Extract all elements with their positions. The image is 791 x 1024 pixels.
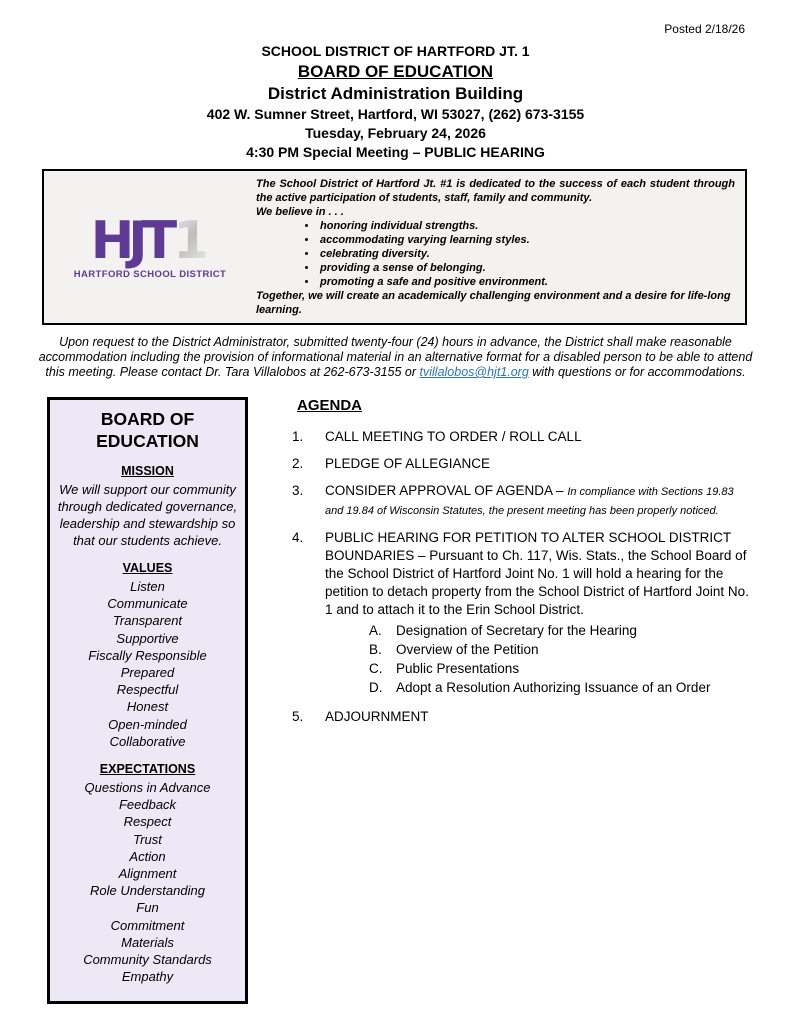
expectation-item: Feedback: [118, 797, 177, 813]
value-item: Collaborative: [109, 733, 186, 749]
value-item: Honest: [126, 699, 169, 715]
logo-caption: HARTFORD SCHOOL DISTRICT: [73, 268, 227, 280]
value-item: Transparent: [112, 613, 183, 629]
agenda-item-3-note: In compliance with Sections 19.83 and 19.84 of Wisconsin Statutes, the present meeting has been properly noticed.: [325, 486, 734, 517]
mission-bullet: • accommodating varying learning styles.: [318, 233, 735, 247]
agenda-subitem-text: Public Presentations: [396, 661, 520, 676]
agenda-item-number: 5.: [292, 709, 304, 724]
agenda-subitem-text: Designation of Secretary for the Hearing: [396, 623, 637, 638]
expectations-list: [54, 779, 241, 985]
value-item: Listen: [130, 579, 165, 594]
value-item: Open-minded: [108, 716, 187, 732]
agenda-subitem: [369, 660, 755, 678]
mission-bullet: • providing a sense of belonging.: [318, 261, 735, 275]
expectation-item: Empathy: [121, 969, 174, 985]
mission-believe: We believe in . . .: [256, 206, 344, 218]
mission-bullet: • honoring individual strengths.: [318, 219, 735, 233]
board-of-education-title: BOARD OF EDUCATION: [297, 62, 494, 81]
posted-date: Posted 2/18/26: [664, 22, 745, 36]
expectation-item: Fun: [136, 900, 159, 916]
sidebar-title: BOARD OF EDUCATION: [96, 409, 199, 451]
meeting-date: Tuesday, February 24, 2026: [305, 125, 486, 141]
agenda-section: [292, 397, 755, 735]
expectation-item: Trust: [133, 831, 162, 847]
expectation-item: Community Standards: [83, 952, 212, 968]
agenda-item-text: ADJOURNMENT: [325, 709, 429, 724]
hjt1-logo: [44, 210, 256, 280]
agenda-title: AGENDA: [297, 397, 363, 414]
expectation-item: Respect: [123, 814, 172, 830]
agenda-item-number: 3.: [292, 483, 304, 498]
agenda-item-2: [292, 455, 755, 473]
email-link[interactable]: tvillalobos@hjt1.org: [419, 365, 529, 379]
agenda-subitem: [369, 641, 755, 659]
agenda-item-number: 2.: [292, 456, 304, 471]
accommodation-notice: [36, 335, 755, 380]
agenda-subitem-text: Overview of the Petition: [396, 642, 539, 657]
mission-bullet: • celebrating diversity.: [318, 247, 735, 261]
mission-bullet: • promoting a safe and positive environment.: [318, 275, 735, 289]
agenda-item-4: [292, 529, 755, 699]
accommodation-contact-suffix: with questions or for accommodations.: [528, 365, 746, 379]
agenda-item-number: 4.: [292, 530, 304, 545]
value-item: Supportive: [116, 630, 179, 646]
expectation-item: Alignment: [118, 866, 177, 882]
expectation-item: Questions in Advance: [84, 780, 211, 796]
value-item: Respectful: [116, 682, 179, 698]
agenda-item-3-label: CONSIDER APPROVAL OF AGENDA –: [325, 483, 568, 498]
values-list: [54, 578, 241, 750]
mission-closing: Together, we will create an academically challenging environment and a desire for life-long learning.: [256, 290, 731, 316]
agenda-subitem: [369, 679, 755, 697]
agenda-subitem-letter: D.: [369, 680, 383, 695]
mission-bullets: [318, 219, 735, 289]
expectation-item: Commitment: [110, 917, 185, 933]
agenda-subitem-letter: B.: [369, 642, 382, 657]
value-item: Fiscally Responsible: [88, 647, 207, 663]
agenda-item-text: CALL MEETING TO ORDER / ROLL CALL: [325, 429, 582, 444]
expectations-heading: EXPECTATIONS: [99, 762, 196, 777]
agenda-item-1: [292, 428, 755, 446]
main-content: [0, 397, 791, 1004]
district-name: SCHOOL DISTRICT OF HARTFORD JT. 1: [261, 43, 530, 59]
accommodation-contact-prefix: Please contact Dr. Tara Villalobos at 262-673-3155 or: [119, 365, 420, 379]
agenda-item-3: [292, 482, 755, 520]
value-item: Communicate: [107, 596, 188, 612]
mission-intro: The School District of Hartford Jt. #1 is dedicated to the success of each student through the active participation of students, staff, family and community.: [256, 178, 735, 204]
address-line: 402 W. Sumner Street, Hartford, WI 53027, (262) 673-3155: [206, 106, 585, 122]
agenda-item-text: [325, 482, 755, 520]
value-item: Prepared: [120, 665, 175, 681]
values-heading: VALUES: [122, 561, 173, 575]
agenda-subitem-letter: C.: [369, 661, 383, 676]
agenda-item-4-sublist: [369, 622, 755, 697]
expectation-item: Materials: [121, 934, 174, 950]
district-mission-text: [256, 177, 735, 317]
agenda-subitem-letter: A.: [369, 623, 382, 638]
logo-numeral: 1: [173, 210, 210, 271]
agenda-item-5: [292, 708, 755, 726]
agenda-item-4-body: PUBLIC HEARING FOR PETITION TO ALTER SCHOOL DISTRICT BOUNDARIES – Pursuant to Ch. 117, Wis. Stats., the School Board of the School District of Hartford Joint No. 1 will hold a hearing for the petition to detach property from the School District of Hartford Joint No. 1 and to attach it to the Erin School District.: [325, 530, 749, 617]
building-name: District Administration Building: [267, 84, 524, 103]
meeting-type: 4:30 PM Special Meeting – PUBLIC HEARING: [246, 144, 545, 160]
agenda-subitem: [369, 622, 755, 640]
sidebar-mission-text: We will support our community through dedicated governance, leadership and stewardship so that our students achieve.: [57, 482, 238, 548]
agenda-item-text: [325, 529, 755, 699]
expectation-item: Action: [129, 848, 166, 864]
accommodation-text: Upon request to the District Administrator, submitted twenty-four (24) hours in advance, the District shall make reasonable accommodation including the provision of informational material in an alternative format for a disabled person to be able to attend this meeting.: [38, 335, 753, 379]
agenda-list: [292, 428, 755, 726]
agenda-subitem-text: Adopt a Resolution Authorizing Issuance of an Order: [396, 680, 711, 695]
hjt1-logo-mark: [90, 210, 210, 271]
mission-heading: MISSION: [121, 464, 174, 478]
district-mission-box: [42, 169, 747, 325]
agenda-item-text: PLEDGE OF ALLEGIANCE: [325, 456, 491, 471]
board-sidebar-box: [47, 397, 248, 1004]
expectation-item: Role Understanding: [90, 883, 205, 899]
logo-letters: HJT: [90, 210, 172, 271]
agenda-item-number: 1.: [292, 429, 304, 444]
